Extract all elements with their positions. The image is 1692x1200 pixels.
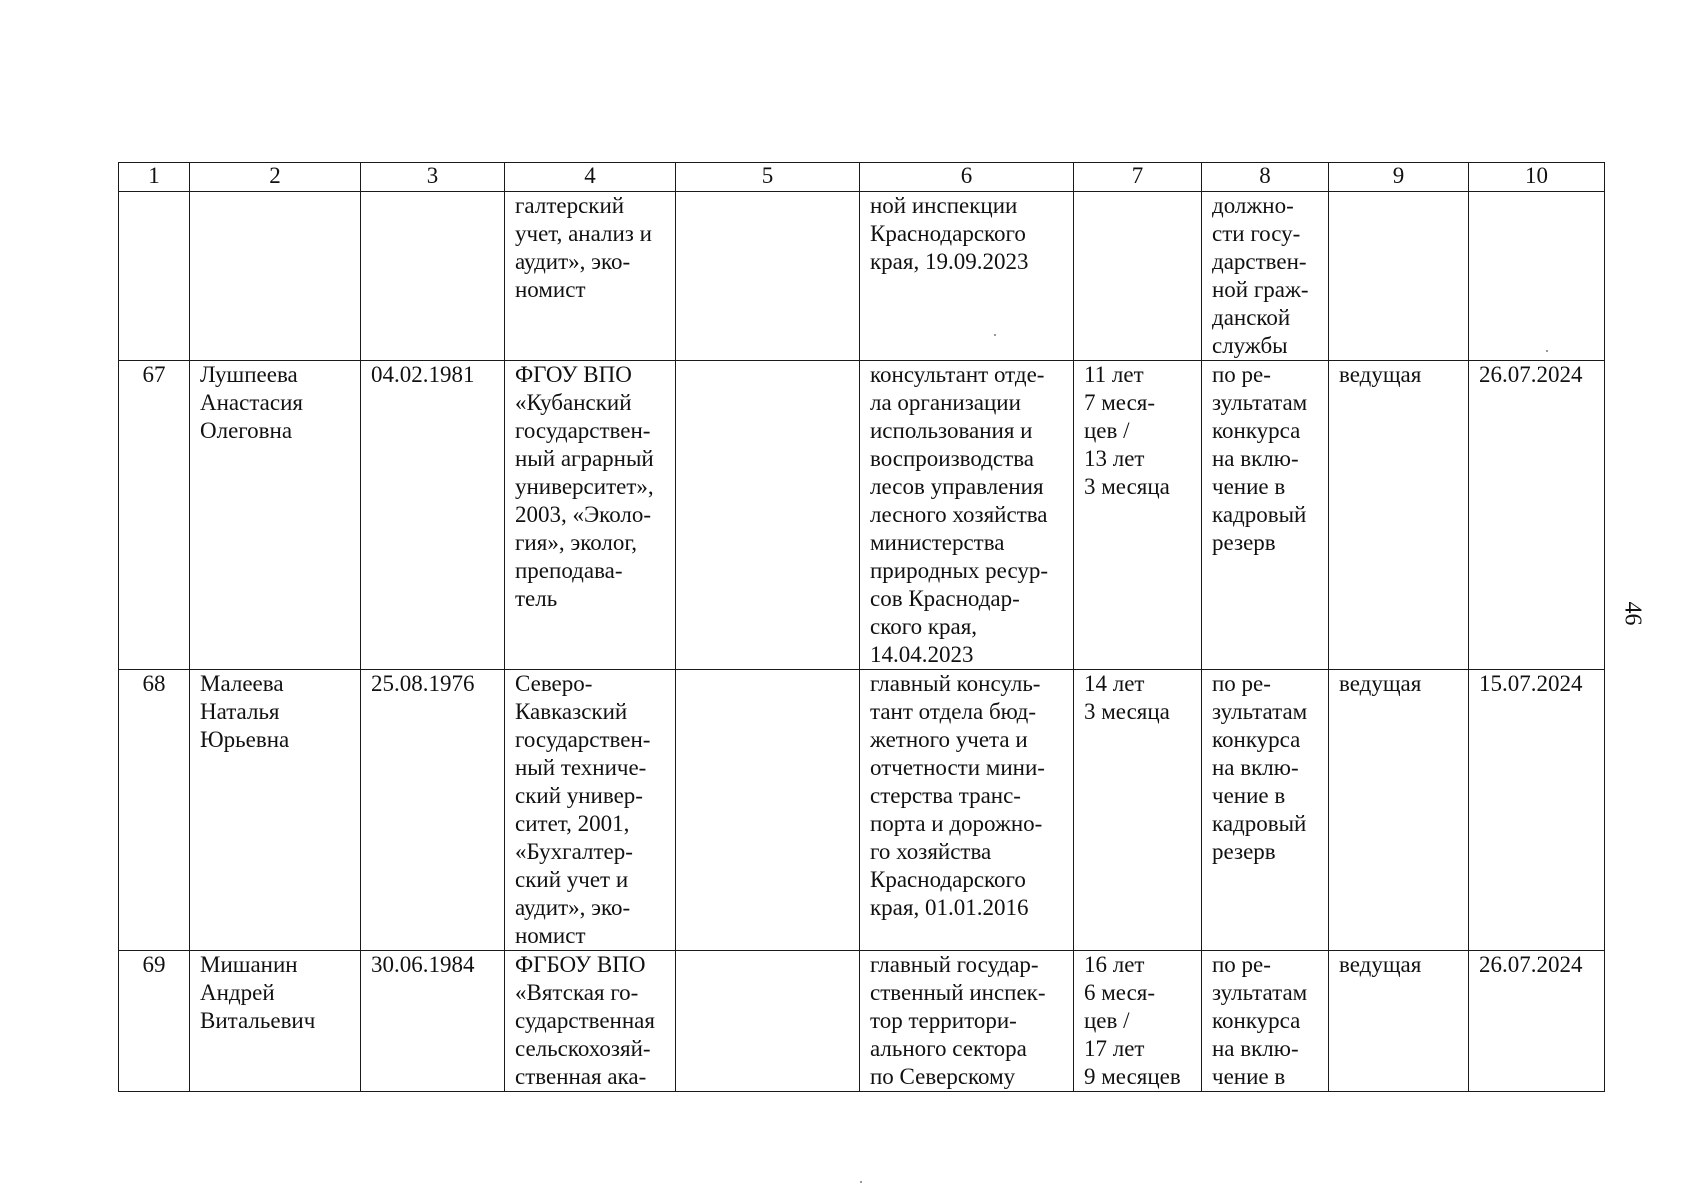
row-number-cell: 67: [119, 361, 190, 670]
basis-cell: по ре- зультатам конкурса на вклю- чение в: [1202, 951, 1329, 1092]
table-row: [119, 951, 1605, 1092]
row-number-cell: [119, 192, 190, 361]
scan-speck: [994, 334, 996, 336]
basis-cell: по ре- зультатам конкурса на вклю- чение в кадровый резерв: [1202, 670, 1329, 951]
experience-cell: 16 лет 6 меся- цев / 17 лет 9 месяцев: [1074, 951, 1202, 1092]
decision-date-cell: [1469, 192, 1605, 361]
decision-date-cell: 26.07.2024: [1469, 951, 1605, 1092]
full-name-cell: [190, 192, 361, 361]
row-number-cell: 68: [119, 670, 190, 951]
column-header-9: 9: [1329, 163, 1469, 192]
experience-cell: 14 лет 3 месяца: [1074, 670, 1202, 951]
experience-cell: [1074, 192, 1202, 361]
position-cell: главный государ- ственный инспек- тор территори- ального сектора по Северскому: [860, 951, 1074, 1092]
column-number-row: [119, 163, 1605, 192]
full-name-cell: Лушпеева Анастасия Олеговна: [190, 361, 361, 670]
basis-cell: по ре- зультатам конкурса на вклю- чение в кадровый резерв: [1202, 361, 1329, 670]
birth-date-cell: 04.02.1981: [361, 361, 505, 670]
birth-date-cell: [361, 192, 505, 361]
full-name-cell: Мишанин Андрей Витальевич: [190, 951, 361, 1092]
column-header-4: 4: [505, 163, 676, 192]
column-header-2: 2: [190, 163, 361, 192]
column-5-cell: [676, 361, 860, 670]
position-group-cell: ведущая: [1329, 670, 1469, 951]
column-5-cell: [676, 670, 860, 951]
column-5-cell: [676, 192, 860, 361]
education-cell: ФГОУ ВПО «Кубанский государствен- ный аграрный университет», 2003, «Эколо- гия», эколог, преподава- тель: [505, 361, 676, 670]
scan-speck: [860, 1181, 862, 1183]
position-group-cell: ведущая: [1329, 361, 1469, 670]
education-cell: галтерский учет, анализ и аудит», эко- номист: [505, 192, 676, 361]
position-cell: главный консуль- тант отдела бюд- жетного учета и отчетности мини- стерства транс- порта и дорожно- го хозяйства Краснодарского края, 01.01.2016: [860, 670, 1074, 951]
column-header-3: 3: [361, 163, 505, 192]
basis-cell: должно- сти госу- дарствен- ной граж- данской службы: [1202, 192, 1329, 361]
column-header-5: 5: [676, 163, 860, 192]
column-header-7: 7: [1074, 163, 1202, 192]
page-number: 46: [1619, 601, 1646, 626]
birth-date-cell: 25.08.1976: [361, 670, 505, 951]
table-row-continuation: [119, 192, 1605, 361]
column-5-cell: [676, 951, 860, 1092]
column-header-6: 6: [860, 163, 1074, 192]
table-row: [119, 361, 1605, 670]
personnel-reserve-table: [118, 162, 1605, 1092]
column-header-8: 8: [1202, 163, 1329, 192]
decision-date-cell: 26.07.2024: [1469, 361, 1605, 670]
education-cell: Северо- Кавказский государствен- ный техниче- ский универ- ситет, 2001, «Бухгалтер- ский учет и аудит», эко- номист: [505, 670, 676, 951]
birth-date-cell: 30.06.1984: [361, 951, 505, 1092]
education-cell: ФГБОУ ВПО «Вятская го- сударственная сельскохозяй- ственная ака-: [505, 951, 676, 1092]
table-row: [119, 670, 1605, 951]
position-group-cell: ведущая: [1329, 951, 1469, 1092]
column-header-10: 10: [1469, 163, 1605, 192]
decision-date-cell: 15.07.2024: [1469, 670, 1605, 951]
column-header-1: 1: [119, 163, 190, 192]
full-name-cell: Малеева Наталья Юрьевна: [190, 670, 361, 951]
position-group-cell: [1329, 192, 1469, 361]
position-cell: консультант отде- ла организации использования и воспроизводства лесов управления лесного хозяйства министерства природных ресур- сов Краснодар- ского края, 14.04.2023: [860, 361, 1074, 670]
position-cell: ной инспекции Краснодарского края, 19.09.2023: [860, 192, 1074, 361]
scan-speck: [1546, 350, 1548, 352]
row-number-cell: 69: [119, 951, 190, 1092]
experience-cell: 11 лет 7 меся- цев / 13 лет 3 месяца: [1074, 361, 1202, 670]
